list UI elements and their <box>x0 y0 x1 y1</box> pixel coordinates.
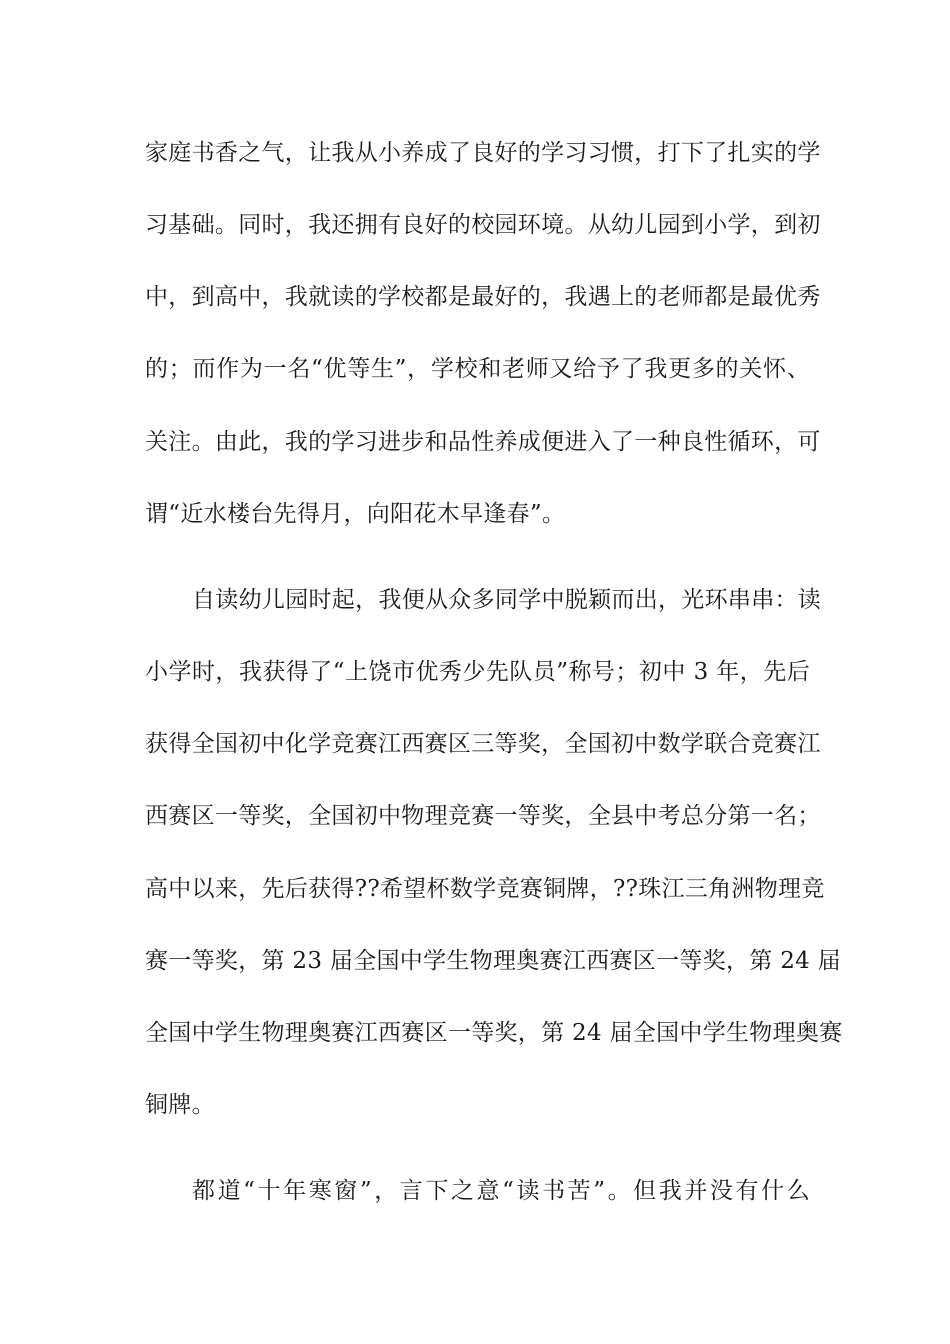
text-line: 的；而作为一名“优等生”，学校和老师又给予了我更多的关怀、 <box>145 356 810 382</box>
text-line: 获得全国初中化学竞赛江西赛区三等奖，全国初中数学联合竞赛江 <box>145 731 821 757</box>
text-line: 关注。由此，我的学习进步和品性养成便进入了一种良性循环，可 <box>145 429 821 455</box>
text-line: 谓“近水楼台先得月，向阳花木早逢春”。 <box>145 501 566 527</box>
text-line: 高中以来，先后获得??希望杯数学竞赛铜牌，??珠江三角洲物理竞 <box>145 876 825 902</box>
text-line: 中，到高中，我就读的学校都是最好的，我遇上的老师都是最优秀 <box>145 284 821 310</box>
text-line: 铜牌。 <box>145 1092 215 1118</box>
text-line: 赛一等奖，第 23 届全国中学生物理奥赛江西赛区一等奖，第 24 届 <box>145 948 841 974</box>
paragraph-first-line: 自读幼儿园时起，我便从众多同学中脱颖而出，光环串串：读 <box>192 587 822 613</box>
text-line: 小学时，我获得了“上饶市优秀少先队员”称号；初中 3 年，先后 <box>145 659 810 685</box>
text-line: 西赛区一等奖，全国初中物理竞赛一等奖，全县中考总分第一名； <box>145 803 821 829</box>
paragraph-first-line: 都道“十年寒窗”，言下之意“读书苦”。但我并没有什么 <box>192 1178 810 1204</box>
text-line: 全国中学生物理奥赛江西赛区一等奖，第 24 届全国中学生物理奥赛 <box>145 1020 843 1046</box>
text-line: 家庭书香之气，让我从小养成了良好的学习习惯，打下了扎实的学 <box>145 140 821 166</box>
text-line: 习基础。同时，我还拥有良好的校园环境。从幼儿园到小学，到初 <box>145 212 821 238</box>
